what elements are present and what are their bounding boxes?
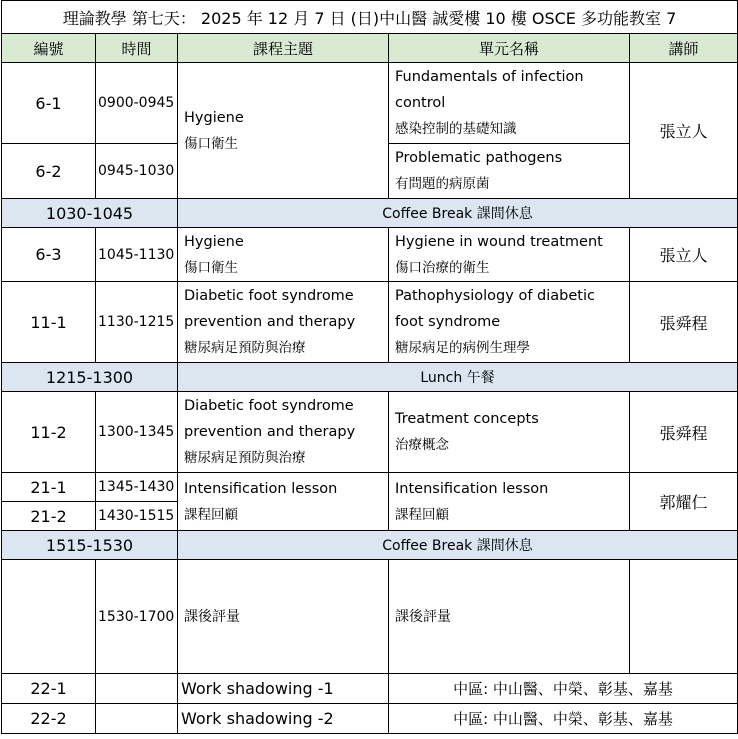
break-row	[2, 199, 738, 228]
unit-cell	[389, 63, 630, 144]
break-time: 1215-1300	[2, 363, 178, 392]
unit-cell	[389, 282, 630, 363]
unit-zh: 治療概念	[395, 437, 449, 453]
topic-en: Diabetic foot syndrome	[184, 398, 354, 414]
topic-en: Hygiene	[184, 233, 244, 250]
session-time: 1045-1130	[96, 228, 178, 282]
table-row	[2, 674, 738, 704]
topic-cell	[178, 228, 389, 282]
teacher-cell: 張舜程	[630, 282, 738, 363]
table-row	[2, 473, 738, 502]
topic-cell: 課後評量	[178, 560, 389, 674]
unit-cell	[389, 228, 630, 282]
topic-en: Intensification lesson	[184, 480, 338, 497]
break-time: 1030-1045	[2, 199, 178, 228]
unit-zh: 課程回顧	[395, 506, 449, 523]
unit-zh: 感染控制的基礎知識	[395, 121, 517, 137]
session-code: 6-1	[2, 63, 96, 144]
unit-en: Intensification lesson	[395, 480, 549, 497]
header-row	[2, 34, 738, 63]
unit-zh: 傷口治療的衛生	[395, 259, 490, 276]
header-code: 編號	[2, 34, 96, 63]
session-time: 0900-0945	[96, 63, 178, 144]
topic-cell	[178, 282, 389, 363]
session-time	[96, 674, 178, 704]
unit-en: Hygiene in wound treatment	[395, 233, 603, 250]
teacher-cell	[630, 560, 738, 674]
session-code: 11-2	[2, 392, 96, 473]
break-label: Coffee Break 課間休息	[178, 531, 738, 560]
session-time: 1300-1345	[96, 392, 178, 473]
session-time: 1430-1515	[96, 502, 178, 531]
table-row	[2, 282, 738, 363]
topic-cell	[178, 63, 389, 199]
unit-en: Problematic pathogens	[395, 150, 563, 166]
teacher-cell: 郭耀仁	[630, 473, 738, 531]
teacher-cell: 張立人	[630, 228, 738, 282]
work-shadowing-location: 中區: 中山醫、中榮、彰基、嘉基	[389, 704, 738, 734]
table-row	[2, 228, 738, 282]
header-teacher: 講師	[630, 34, 738, 63]
session-code	[2, 560, 96, 674]
session-time: 1345-1430	[96, 473, 178, 502]
topic-zh: 課程回顧	[184, 506, 238, 523]
break-time: 1515-1530	[2, 531, 178, 560]
schedule-table	[1, 0, 738, 734]
break-row	[2, 363, 738, 392]
table-row	[2, 704, 738, 734]
header-topic: 課程主題	[178, 34, 389, 63]
table-row	[2, 560, 738, 674]
session-code: 22-1	[2, 674, 96, 704]
unit-zh: 糖尿病足的病例生理學	[395, 340, 530, 356]
work-shadowing-label: Work shadowing -2	[178, 704, 389, 734]
session-code: 6-2	[2, 144, 96, 199]
session-code: 21-2	[2, 502, 96, 531]
topic-en: prevention and therapy	[184, 424, 356, 440]
unit-cell: 課後評量	[389, 560, 630, 674]
teacher-cell: 張立人	[630, 63, 738, 199]
topic-zh: 傷口衛生	[184, 135, 238, 152]
unit-cell	[389, 144, 630, 199]
topic-zh: 傷口衛生	[184, 259, 238, 276]
topic-cell	[178, 473, 389, 531]
unit-cell	[389, 392, 630, 473]
session-time: 1530-1700	[96, 560, 178, 674]
teacher-cell: 張舜程	[630, 392, 738, 473]
unit-en: Fundamentals of infection	[395, 69, 584, 85]
session-time: 0945-1030	[96, 144, 178, 199]
work-shadowing-label: Work shadowing -1	[178, 674, 389, 704]
table-row	[2, 63, 738, 144]
session-time: 1130-1215	[96, 282, 178, 363]
unit-en: foot syndrome	[395, 314, 501, 330]
header-time: 時間	[96, 34, 178, 63]
unit-en: control	[395, 95, 446, 111]
session-code: 11-1	[2, 282, 96, 363]
table-row	[2, 392, 738, 473]
session-code: 22-2	[2, 704, 96, 734]
schedule-title: 理論教學 第七天： 2025 年 12 月 7 日 (日)中山醫 誠愛樓 10 樓 OSCE 多功能教室 7	[2, 1, 738, 34]
unit-en: Treatment concepts	[395, 411, 539, 427]
break-label: Lunch 午餐	[178, 363, 738, 392]
unit-cell	[389, 473, 630, 531]
header-unit: 單元名稱	[389, 34, 630, 63]
topic-en: prevention and therapy	[184, 314, 356, 330]
session-code: 21-1	[2, 473, 96, 502]
unit-zh: 有問題的病原菌	[395, 176, 490, 192]
session-code: 6-3	[2, 228, 96, 282]
topic-zh: 糖尿病足預防與治療	[184, 450, 306, 466]
topic-cell	[178, 392, 389, 473]
work-shadowing-location: 中區: 中山醫、中榮、彰基、嘉基	[389, 674, 738, 704]
topic-en: Diabetic foot syndrome	[184, 288, 354, 304]
break-label: Coffee Break 課間休息	[178, 199, 738, 228]
topic-en: Hygiene	[184, 109, 244, 126]
session-time	[96, 704, 178, 734]
topic-zh: 糖尿病足預防與治療	[184, 340, 306, 356]
unit-en: Pathophysiology of diabetic	[395, 288, 595, 304]
break-row	[2, 531, 738, 560]
